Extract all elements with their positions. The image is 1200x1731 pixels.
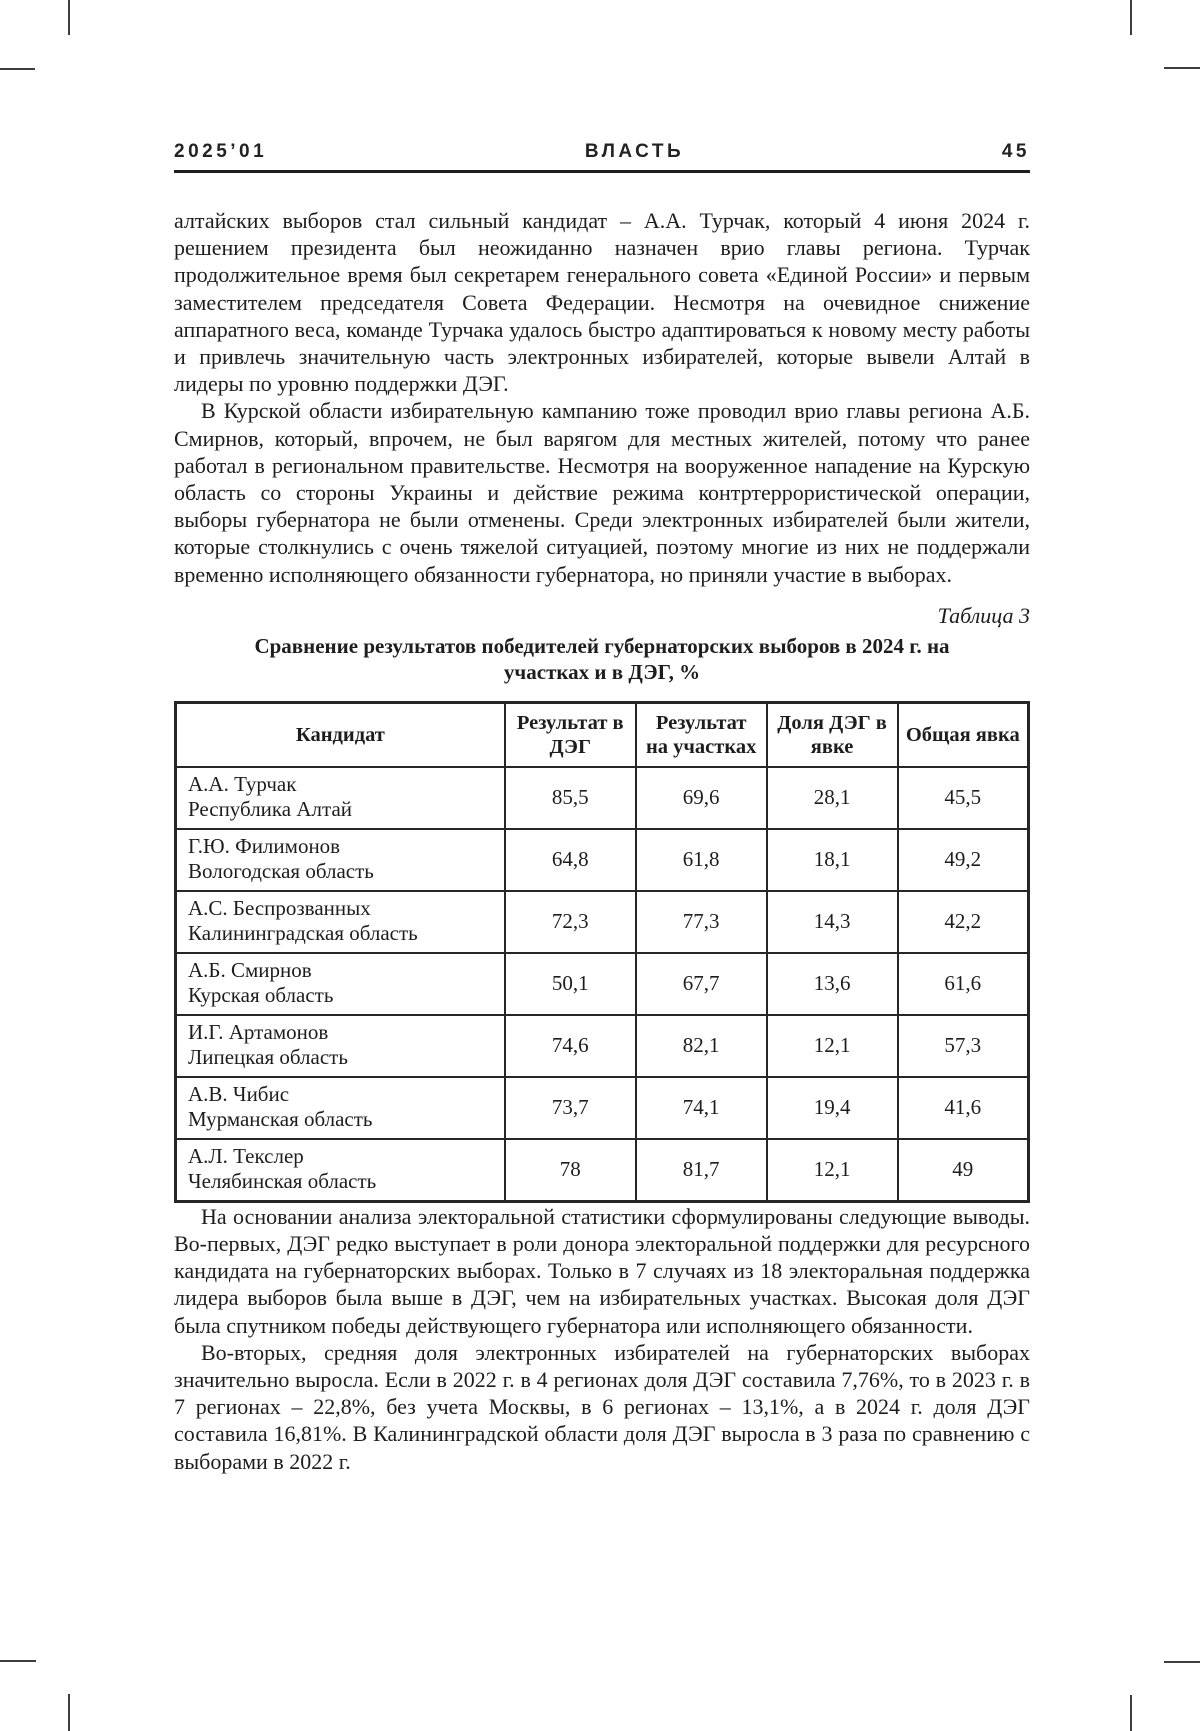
candidate-region: Мурманская область [188,1106,373,1131]
candidate-name: А.В. Чибис [188,1081,290,1106]
table-title: Сравнение результатов победителей губернаторских выборов в 2024 г. на участках и в ДЭГ, % [254,633,950,684]
deg-result-cell: 64,8 [505,829,636,891]
crop-mark-top-left-horizontal [0,68,35,70]
crop-mark-bottom-right-horizontal [1164,1661,1200,1663]
candidate-region: Республика Алтай [188,796,353,821]
total-turnout-cell: 49 [898,1139,1029,1202]
table-caption: Таблица 3 [937,602,1030,628]
table-row [176,1139,1029,1202]
crop-mark-top-left-vertical [68,0,70,35]
total-turnout-cell: 57,3 [898,1015,1029,1077]
article-body [174,207,1030,1475]
deg-result-cell: 78 [505,1139,636,1202]
paragraph: На основании анализа электоральной статистики сформулированы следующие выводы. Во-первых, ДЭГ редко выступает в роли донора электоральной поддержки для ресурсного кандидата на губернаторских выборах. Только в 7 случаях из 18 электоральная поддержка лидера выборов была выше в ДЭГ, чем на избирательных участках. Высокая доля ДЭГ была спутником победы действующего губернатора или исполняющего обязанности. [174,1203,1030,1338]
column-header-total-turnout: Общая явка [898,702,1029,767]
deg-result-cell: 50,1 [505,953,636,1015]
table-row [176,891,1029,953]
table-row [176,1015,1029,1077]
precinct-result-cell: 69,6 [636,767,767,829]
candidate-cell [176,953,505,1015]
deg-result-cell: 72,3 [505,891,636,953]
column-header-deg-result: Результат в ДЭГ [505,702,636,767]
candidate-region: Калининградская область [188,920,418,945]
column-header-candidate: Кандидат [176,702,505,767]
candidate-cell [176,891,505,953]
crop-mark-top-right-vertical [1130,0,1132,35]
page-number: 45 [1001,141,1030,162]
precinct-result-cell: 81,7 [636,1139,767,1202]
candidate-cell [176,1139,505,1202]
total-turnout-cell: 49,2 [898,829,1029,891]
precinct-result-cell: 61,8 [636,829,767,891]
deg-share-cell: 13,6 [767,953,898,1015]
deg-result-cell: 85,5 [505,767,636,829]
results-table [174,701,1030,1203]
crop-mark-bottom-left-horizontal [0,1660,36,1662]
paragraph: В Курской области избирательную кампанию тоже проводил врио главы региона А.Б. Смирнов, который, впрочем, не был варягом для местных жителей, потому что ранее работал в региональном правительстве. Несмотря на вооруженное нападение на Курскую область со стороны Украины и действие режима контртеррористической операции, выборы губернатора не были отменены. Среди электронных избирателей были жители, которые столкнулись с очень тяжелой ситуацией, поэтому многие из них не поддержали временно исполняющего обязанности губернатора, но приняли участие в выборах. [174,398,1030,587]
candidate-cell [176,1015,505,1077]
crop-mark-bottom-right-vertical [1130,1695,1132,1731]
candidate-region: Липецкая область [188,1044,348,1069]
candidate-cell [176,767,505,829]
candidate-region: Курская область [188,982,334,1007]
candidate-name: А.С. Беспрозванных [188,895,371,920]
deg-share-cell: 18,1 [767,829,898,891]
deg-share-cell: 12,1 [767,1139,898,1202]
precinct-result-cell: 74,1 [636,1077,767,1139]
total-turnout-cell: 42,2 [898,891,1029,953]
precinct-result-cell: 77,3 [636,891,767,953]
column-header-precinct-result: Результат на участках [636,702,767,767]
total-turnout-cell: 41,6 [898,1077,1029,1139]
paragraph: алтайских выборов стал сильный кандидат – А.А. Турчак, который 4 июня 2024 г. решением президента был неожиданно назначен врио главы региона. Турчак продолжительное время был секретарем генерального совета «Единой России» и первым заместителем председателя Совета Федерации. Несмотря на очевидное снижение аппаратного веса, команде Турчака удалось быстро адаптироваться к новому месту работы и привлечь значительную часть электронных избирателей, которые вывели Алтай в лидеры по уровню поддержки ДЭГ. [174,208,1030,397]
paragraph: Во-вторых, средняя доля электронных избирателей на губернаторских выборах значительно выросла. Если в 2022 г. в 4 регионах доля ДЭГ составила 7,76%, то в 2023 г. в 7 регионах – 22,8%, без учета Москвы, в 6 регионах – 13,1%, а в 2024 г. доля ДЭГ составила 16,81%. В Калининградской области доля ДЭГ выросла в 3 раза по сравнению с выборами в 2022 г. [174,1339,1030,1474]
candidate-cell [176,829,505,891]
crop-mark-top-right-horizontal [1164,67,1200,69]
candidate-name: А.А. Турчак [188,771,297,796]
table-header-row [176,702,1029,767]
deg-share-cell: 19,4 [767,1077,898,1139]
table-row [176,767,1029,829]
candidate-name: А.Б. Смирнов [188,957,312,982]
candidate-region: Вологодская область [188,858,374,883]
total-turnout-cell: 45,5 [898,767,1029,829]
candidate-cell [176,1077,505,1139]
candidate-region: Челябинская область [188,1168,377,1193]
precinct-result-cell: 82,1 [636,1015,767,1077]
precinct-result-cell: 67,7 [636,953,767,1015]
deg-share-cell: 28,1 [767,767,898,829]
journal-title: ВЛАСТЬ [584,141,685,162]
deg-share-cell: 12,1 [767,1015,898,1077]
issue-label: 2025’01 [174,141,268,162]
running-header [174,141,1030,173]
candidate-name: А.Л. Текслер [188,1143,304,1168]
total-turnout-cell: 61,6 [898,953,1029,1015]
candidate-name: Г.Ю. Филимонов [188,833,341,858]
table-row [176,1077,1029,1139]
deg-result-cell: 74,6 [505,1015,636,1077]
deg-result-cell: 73,7 [505,1077,636,1139]
candidate-name: И.Г. Артамонов [188,1019,329,1044]
crop-mark-bottom-left-vertical [68,1694,70,1731]
table-row [176,829,1029,891]
column-header-deg-share: Доля ДЭГ в явке [767,702,898,767]
deg-share-cell: 14,3 [767,891,898,953]
table-row [176,953,1029,1015]
